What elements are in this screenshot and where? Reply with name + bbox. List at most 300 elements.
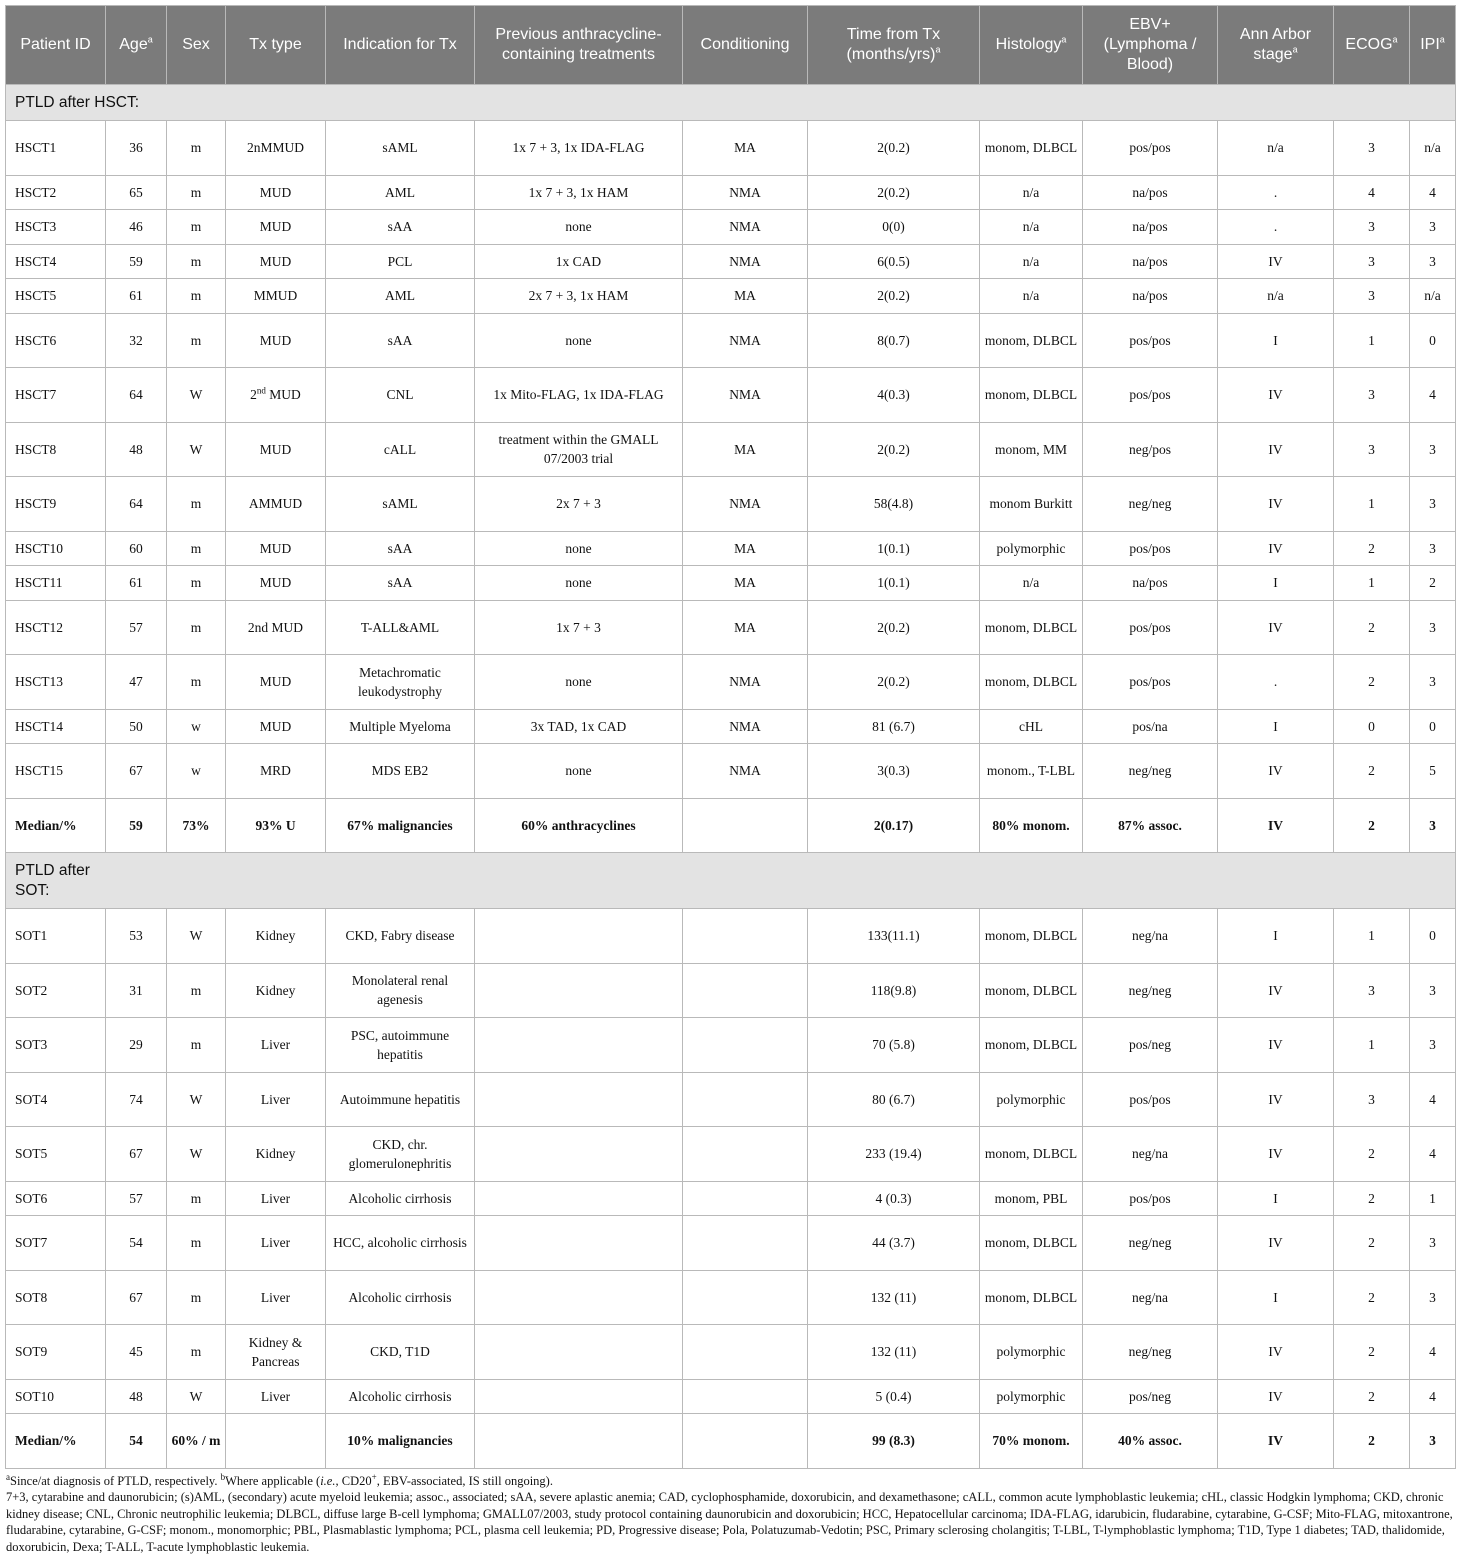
cell-ipi: 3	[1410, 1018, 1456, 1073]
cell-patient-id: Median/%	[6, 1414, 106, 1469]
cell-tx-type: Liver	[226, 1379, 326, 1414]
cell-ann-arbor: IV	[1218, 244, 1334, 279]
cell-time-from-tx: 1(0.1)	[808, 531, 980, 566]
cell-conditioning	[683, 963, 808, 1018]
cell-tx-type: Kidney	[226, 909, 326, 964]
cell-ann-arbor: IV	[1218, 744, 1334, 799]
cell-conditioning	[683, 1379, 808, 1414]
cell-ecog: 3	[1334, 1072, 1410, 1127]
cell-conditioning	[683, 1270, 808, 1325]
cell-sex: m	[167, 566, 226, 601]
cell-conditioning: MA	[683, 121, 808, 176]
col-patient-id: Patient ID	[6, 6, 106, 85]
cell-conditioning: NMA	[683, 655, 808, 710]
cell-ipi: 3	[1410, 422, 1456, 477]
cell-ebv: 87% assoc.	[1083, 798, 1218, 853]
cell-indication: T-ALL&AML	[326, 600, 475, 655]
cell-ann-arbor: IV	[1218, 1325, 1334, 1380]
cell-ann-arbor: IV	[1218, 600, 1334, 655]
cell-ebv: neg/neg	[1083, 744, 1218, 799]
cell-ann-arbor: IV	[1218, 963, 1334, 1018]
cell-previous-treatments: 1x CAD	[475, 244, 683, 279]
cell-ebv: pos/pos	[1083, 1072, 1218, 1127]
cell-age: 32	[106, 313, 167, 368]
section-header-row	[6, 85, 1456, 121]
cell-conditioning	[683, 1216, 808, 1271]
cell-indication: Alcoholic cirrhosis	[326, 1379, 475, 1414]
cell-ann-arbor: IV	[1218, 422, 1334, 477]
cell-tx-type: Kidney	[226, 1127, 326, 1182]
cell-indication: CNL	[326, 368, 475, 423]
cell-patient-id: HSCT13	[6, 655, 106, 710]
cell-conditioning	[683, 909, 808, 964]
cell-time-from-tx: 4(0.3)	[808, 368, 980, 423]
table-container	[5, 5, 1455, 1555]
cell-patient-id: SOT8	[6, 1270, 106, 1325]
cell-sex: W	[167, 1379, 226, 1414]
cell-ann-arbor: IV	[1218, 1414, 1334, 1469]
cell-ann-arbor: IV	[1218, 1379, 1334, 1414]
col-ann-arbor: Ann Arbor stage$^a$	[1218, 6, 1334, 85]
cell-ipi: n/a	[1410, 279, 1456, 314]
cell-patient-id: HSCT7	[6, 368, 106, 423]
cell-ebv: neg/neg	[1083, 1325, 1218, 1380]
cell-previous-treatments	[475, 1270, 683, 1325]
cell-conditioning: MA	[683, 422, 808, 477]
cell-ipi: 0	[1410, 709, 1456, 744]
cell-ecog: 1	[1334, 477, 1410, 532]
cell-ann-arbor: IV	[1218, 477, 1334, 532]
cell-previous-treatments: 2x 7 + 3, 1x HAM	[475, 279, 683, 314]
cell-time-from-tx: 233 (19.4)	[808, 1127, 980, 1182]
cell-sex: m	[167, 531, 226, 566]
cell-time-from-tx: 4 (0.3)	[808, 1181, 980, 1216]
cell-ebv: pos/pos	[1083, 1181, 1218, 1216]
cell-age: 57	[106, 1181, 167, 1216]
cell-ebv: na/pos	[1083, 244, 1218, 279]
cell-indication: 10% malignancies	[326, 1414, 475, 1469]
cell-age: 59	[106, 798, 167, 853]
cell-tx-type: MUD	[226, 175, 326, 210]
cell-sex: W	[167, 422, 226, 477]
cell-tx-type: MRD	[226, 744, 326, 799]
cell-ebv: pos/pos	[1083, 600, 1218, 655]
cell-ipi: 4	[1410, 1325, 1456, 1380]
cell-time-from-tx: 2(0.2)	[808, 279, 980, 314]
cell-time-from-tx: 132 (11)	[808, 1270, 980, 1325]
cell-ecog: 2	[1334, 1216, 1410, 1271]
cell-histology: n/a	[980, 566, 1083, 601]
table-row	[6, 1325, 1456, 1380]
cell-age: 31	[106, 963, 167, 1018]
cell-tx-type: MUD	[226, 210, 326, 245]
cell-sex: m	[167, 1270, 226, 1325]
cell-histology: monom, DLBCL	[980, 963, 1083, 1018]
cell-ecog: 2	[1334, 1325, 1410, 1380]
cell-ipi: 3	[1410, 531, 1456, 566]
cell-ecog: 2	[1334, 1181, 1410, 1216]
table-row	[6, 368, 1456, 423]
table-row	[6, 1018, 1456, 1073]
cell-histology: monom, DLBCL	[980, 600, 1083, 655]
col-tx-type: Tx type	[226, 6, 326, 85]
cell-sex: W	[167, 909, 226, 964]
cell-ann-arbor: n/a	[1218, 279, 1334, 314]
cell-time-from-tx: 99 (8.3)	[808, 1414, 980, 1469]
table-body	[6, 85, 1456, 1469]
cell-ecog: 3	[1334, 963, 1410, 1018]
cell-age: 29	[106, 1018, 167, 1073]
cell-sex: m	[167, 210, 226, 245]
cell-conditioning: NMA	[683, 368, 808, 423]
cell-sex: W	[167, 1072, 226, 1127]
cell-ipi: 4	[1410, 175, 1456, 210]
cell-tx-type: Liver	[226, 1072, 326, 1127]
cell-indication: sAA	[326, 566, 475, 601]
cell-patient-id: HSCT6	[6, 313, 106, 368]
cell-ipi: 3	[1410, 600, 1456, 655]
cell-ebv: na/pos	[1083, 279, 1218, 314]
cell-patient-id: SOT6	[6, 1181, 106, 1216]
cell-conditioning	[683, 1181, 808, 1216]
cell-time-from-tx: 81 (6.7)	[808, 709, 980, 744]
cell-histology: polymorphic	[980, 1379, 1083, 1414]
cell-histology: monom, DLBCL	[980, 1270, 1083, 1325]
cell-time-from-tx: 2(0.2)	[808, 655, 980, 710]
cell-ann-arbor: IV	[1218, 368, 1334, 423]
cell-sex: m	[167, 1181, 226, 1216]
cell-age: 64	[106, 368, 167, 423]
table-footnotes	[5, 1473, 1456, 1556]
cell-ecog: 2	[1334, 1127, 1410, 1182]
cell-age: 36	[106, 121, 167, 176]
cell-patient-id: SOT10	[6, 1379, 106, 1414]
cell-conditioning: NMA	[683, 210, 808, 245]
cell-ipi: 0	[1410, 313, 1456, 368]
cell-histology: monom, DLBCL	[980, 313, 1083, 368]
cell-tx-type: 2nd MUD	[226, 368, 326, 423]
cell-previous-treatments: 60% anthracyclines	[475, 798, 683, 853]
cell-conditioning: NMA	[683, 709, 808, 744]
cell-previous-treatments: 3x TAD, 1x CAD	[475, 709, 683, 744]
cell-tx-type: MUD	[226, 709, 326, 744]
cell-ipi: 3	[1410, 1414, 1456, 1469]
cell-ecog: 3	[1334, 422, 1410, 477]
cell-indication: PCL	[326, 244, 475, 279]
footnote-abbreviations: 7+3, cytarabine and daunorubicin; (s)AML, (secondary) acute myeloid leukemia; assoc., associated; sAA, severe aplastic anemia; CAD, cyclophosphamide, doxorubicin, and dexamethasone; cALL, common acute lymphoblastic leukemia; cHL, classic Hodgkin lymphoma; CKD, chronic kidney disease; CNL, Chronic neutrophilic leukemia; DLBCL, diffuse large B-cell lymphoma; GMALL07/2003, study protocol containing daunorubicin and doxorubicin; HCC, Hepatocellular carcinoma; IDA-FLAG, idarubicin, fludarabine, cytarabine, G-CSF; Mito-FLAG, mitoxantrone, fludarabine, cytarabine, G-CSF; monom., monomorphic; PBL, Plasmablastic lymphoma; PCL, plasma cell leukemia; PD, Progressive disease; Pola, Polatuzumab-Vedotin; PSC, Primary sclerosing cholangitis; T-LBL, T-lymphoblastic lymphoma; T1D, Type 1 diabetes; TAD, thalidomide, doxorubicin, Dexa; T-ALL, T-acute lymphoblastic leukemia.	[6, 1490, 1453, 1554]
cell-time-from-tx: 70 (5.8)	[808, 1018, 980, 1073]
cell-histology: 70% monom.	[980, 1414, 1083, 1469]
cell-indication: Alcoholic cirrhosis	[326, 1181, 475, 1216]
footnote-ab: $^a$Since/at diagnosis of PTLD, respectively. $^b$Where applicable (i.e., CD20+, EBV-associated, IS still ongoing).	[6, 1471, 553, 1488]
cell-ecog: 1	[1334, 566, 1410, 601]
cell-ebv: neg/neg	[1083, 477, 1218, 532]
table-row	[6, 709, 1456, 744]
cell-previous-treatments: 1x 7 + 3, 1x IDA-FLAG	[475, 121, 683, 176]
cell-previous-treatments	[475, 1127, 683, 1182]
cell-ebv: pos/neg	[1083, 1018, 1218, 1073]
cell-ann-arbor: I	[1218, 566, 1334, 601]
cell-histology: monom, DLBCL	[980, 909, 1083, 964]
cell-patient-id: HSCT4	[6, 244, 106, 279]
cell-tx-type: MUD	[226, 422, 326, 477]
cell-indication: PSC, autoimmune hepatitis	[326, 1018, 475, 1073]
cell-conditioning: NMA	[683, 313, 808, 368]
cell-previous-treatments	[475, 1414, 683, 1469]
cell-patient-id: HSCT12	[6, 600, 106, 655]
cell-tx-type: 2nd MUD	[226, 600, 326, 655]
cell-tx-type: MMUD	[226, 279, 326, 314]
cell-ann-arbor: n/a	[1218, 121, 1334, 176]
cell-sex: m	[167, 1325, 226, 1380]
cell-ecog: 3	[1334, 121, 1410, 176]
cell-tx-type: 2nMMUD	[226, 121, 326, 176]
cell-sex: W	[167, 368, 226, 423]
cell-ecog: 2	[1334, 655, 1410, 710]
cell-time-from-tx: 58(4.8)	[808, 477, 980, 532]
cell-previous-treatments: treatment within the GMALL 07/2003 trial	[475, 422, 683, 477]
cell-conditioning	[683, 1072, 808, 1127]
cell-ipi: 4	[1410, 1127, 1456, 1182]
cell-indication: sAA	[326, 313, 475, 368]
cell-indication: CKD, chr. glomerulonephritis	[326, 1127, 475, 1182]
cell-ipi: 3	[1410, 798, 1456, 853]
cell-sex: m	[167, 279, 226, 314]
cell-patient-id: HSCT10	[6, 531, 106, 566]
cell-ipi: 3	[1410, 244, 1456, 279]
cell-ecog: 2	[1334, 744, 1410, 799]
table-row	[6, 566, 1456, 601]
cell-indication: sAA	[326, 531, 475, 566]
cell-histology: monom, DLBCL	[980, 368, 1083, 423]
cell-indication: CKD, Fabry disease	[326, 909, 475, 964]
section-title: PTLD after HSCT:	[6, 85, 1456, 121]
cell-ann-arbor: .	[1218, 210, 1334, 245]
cell-ebv: 40% assoc.	[1083, 1414, 1218, 1469]
cell-ipi: 3	[1410, 655, 1456, 710]
cell-ann-arbor: I	[1218, 313, 1334, 368]
cell-ann-arbor: I	[1218, 1181, 1334, 1216]
cell-ebv: pos/pos	[1083, 121, 1218, 176]
cell-sex: m	[167, 1018, 226, 1073]
cell-ebv: na/pos	[1083, 210, 1218, 245]
cell-previous-treatments: none	[475, 744, 683, 799]
cell-age: 61	[106, 279, 167, 314]
cell-ipi: 3	[1410, 210, 1456, 245]
cell-ipi: 2	[1410, 566, 1456, 601]
cell-ipi: 3	[1410, 1270, 1456, 1325]
cell-histology: polymorphic	[980, 1072, 1083, 1127]
cell-time-from-tx: 44 (3.7)	[808, 1216, 980, 1271]
cell-previous-treatments: 1x Mito-FLAG, 1x IDA-FLAG	[475, 368, 683, 423]
cell-conditioning	[683, 1414, 808, 1469]
cell-patient-id: SOT3	[6, 1018, 106, 1073]
cell-ann-arbor: IV	[1218, 1216, 1334, 1271]
col-ipi: IPI$^a$	[1410, 6, 1456, 85]
cell-ecog: 3	[1334, 244, 1410, 279]
cell-ebv: pos/pos	[1083, 368, 1218, 423]
cell-histology: polymorphic	[980, 531, 1083, 566]
cell-ebv: pos/pos	[1083, 655, 1218, 710]
cell-time-from-tx: 2(0.2)	[808, 121, 980, 176]
cell-ebv: pos/pos	[1083, 313, 1218, 368]
cell-previous-treatments	[475, 1379, 683, 1414]
cell-ecog: 1	[1334, 313, 1410, 368]
table-row	[6, 600, 1456, 655]
cell-ebv: na/pos	[1083, 566, 1218, 601]
cell-previous-treatments: none	[475, 531, 683, 566]
cell-time-from-tx: 0(0)	[808, 210, 980, 245]
table-row	[6, 1379, 1456, 1414]
cell-indication: sAA	[326, 210, 475, 245]
cell-ann-arbor: .	[1218, 175, 1334, 210]
cell-indication: CKD, T1D	[326, 1325, 475, 1380]
cell-patient-id: SOT9	[6, 1325, 106, 1380]
cell-time-from-tx: 2(0.2)	[808, 422, 980, 477]
cell-ann-arbor: IV	[1218, 531, 1334, 566]
cell-ann-arbor: .	[1218, 655, 1334, 710]
table-row	[6, 1127, 1456, 1182]
cell-age: 45	[106, 1325, 167, 1380]
table-row	[6, 210, 1456, 245]
col-previous-anthracycline: Previous anthracycline-containing treatments	[475, 6, 683, 85]
cell-ecog: 4	[1334, 175, 1410, 210]
cell-histology: monom Burkitt	[980, 477, 1083, 532]
cell-ann-arbor: IV	[1218, 1072, 1334, 1127]
cell-tx-type: MUD	[226, 531, 326, 566]
cell-ebv: neg/na	[1083, 1127, 1218, 1182]
cell-tx-type: Liver	[226, 1270, 326, 1325]
cell-time-from-tx: 118(9.8)	[808, 963, 980, 1018]
cell-age: 54	[106, 1414, 167, 1469]
cell-sex: m	[167, 313, 226, 368]
cell-patient-id: HSCT2	[6, 175, 106, 210]
cell-indication: Autoimmune hepatitis	[326, 1072, 475, 1127]
cell-patient-id: Median/%	[6, 798, 106, 853]
cell-ecog: 3	[1334, 210, 1410, 245]
cell-ipi: 3	[1410, 477, 1456, 532]
cell-age: 59	[106, 244, 167, 279]
table-row	[6, 244, 1456, 279]
cell-previous-treatments: none	[475, 655, 683, 710]
cell-previous-treatments	[475, 1216, 683, 1271]
cell-conditioning: MA	[683, 566, 808, 601]
cell-conditioning: NMA	[683, 244, 808, 279]
cell-ecog: 2	[1334, 1414, 1410, 1469]
cell-tx-type: Liver	[226, 1216, 326, 1271]
cell-patient-id: SOT4	[6, 1072, 106, 1127]
cell-ipi: 5	[1410, 744, 1456, 799]
cell-ebv: neg/na	[1083, 1270, 1218, 1325]
cell-tx-type	[226, 1414, 326, 1469]
cell-tx-type: MUD	[226, 655, 326, 710]
cell-indication: MDS EB2	[326, 744, 475, 799]
cell-age: 60	[106, 531, 167, 566]
cell-patient-id: HSCT8	[6, 422, 106, 477]
cell-ecog: 3	[1334, 368, 1410, 423]
cell-previous-treatments: 1x 7 + 3	[475, 600, 683, 655]
cell-age: 50	[106, 709, 167, 744]
cell-histology: n/a	[980, 244, 1083, 279]
cell-ebv: neg/na	[1083, 909, 1218, 964]
table-row	[6, 1181, 1456, 1216]
cell-ecog: 3	[1334, 279, 1410, 314]
cell-patient-id: HSCT14	[6, 709, 106, 744]
col-conditioning: Conditioning	[683, 6, 808, 85]
cell-histology: monom., T-LBL	[980, 744, 1083, 799]
cell-ann-arbor: IV	[1218, 1127, 1334, 1182]
table-row	[6, 477, 1456, 532]
cell-histology: monom, PBL	[980, 1181, 1083, 1216]
col-ecog: ECOG$^a$	[1334, 6, 1410, 85]
col-ebv: EBV+ (Lymphoma / Blood)	[1083, 6, 1218, 85]
table-row	[6, 1270, 1456, 1325]
cell-ebv: pos/neg	[1083, 1379, 1218, 1414]
cell-previous-treatments	[475, 1072, 683, 1127]
cell-ann-arbor: IV	[1218, 798, 1334, 853]
cell-tx-type: AMMUD	[226, 477, 326, 532]
cell-tx-type: Kidney	[226, 963, 326, 1018]
cell-time-from-tx: 2(0.17)	[808, 798, 980, 853]
cell-conditioning	[683, 1127, 808, 1182]
cell-time-from-tx: 133(11.1)	[808, 909, 980, 964]
cell-sex: w	[167, 709, 226, 744]
cell-conditioning: NMA	[683, 477, 808, 532]
cell-tx-type: Kidney & Pancreas	[226, 1325, 326, 1380]
cell-histology: monom, DLBCL	[980, 1018, 1083, 1073]
cell-ebv: neg/pos	[1083, 422, 1218, 477]
cell-patient-id: HSCT5	[6, 279, 106, 314]
cell-ecog: 2	[1334, 1379, 1410, 1414]
table-row	[6, 655, 1456, 710]
cell-previous-treatments: 2x 7 + 3	[475, 477, 683, 532]
cell-age: 48	[106, 422, 167, 477]
cell-ecog: 0	[1334, 709, 1410, 744]
cell-patient-id: HSCT1	[6, 121, 106, 176]
cell-ebv: na/pos	[1083, 175, 1218, 210]
cell-histology: monom, MM	[980, 422, 1083, 477]
cell-conditioning	[683, 1018, 808, 1073]
cell-indication: AML	[326, 175, 475, 210]
cell-histology: monom, DLBCL	[980, 1127, 1083, 1182]
cell-time-from-tx: 6(0.5)	[808, 244, 980, 279]
cell-ebv: pos/pos	[1083, 531, 1218, 566]
cell-sex: m	[167, 121, 226, 176]
cell-histology: monom, DLBCL	[980, 655, 1083, 710]
cell-ecog: 2	[1334, 798, 1410, 853]
cell-sex: m	[167, 963, 226, 1018]
table-row	[6, 279, 1456, 314]
cell-previous-treatments	[475, 1018, 683, 1073]
table-row	[6, 313, 1456, 368]
patient-characteristics-table	[5, 5, 1456, 1469]
col-age: Age$^a$	[106, 6, 167, 85]
cell-patient-id: HSCT3	[6, 210, 106, 245]
cell-sex: w	[167, 744, 226, 799]
cell-previous-treatments	[475, 909, 683, 964]
cell-sex: 73%	[167, 798, 226, 853]
cell-patient-id: HSCT11	[6, 566, 106, 601]
cell-ebv: pos/na	[1083, 709, 1218, 744]
cell-time-from-tx: 132 (11)	[808, 1325, 980, 1380]
median-row	[6, 798, 1456, 853]
cell-time-from-tx: 3(0.3)	[808, 744, 980, 799]
cell-age: 61	[106, 566, 167, 601]
cell-tx-type: Liver	[226, 1018, 326, 1073]
col-sex: Sex	[167, 6, 226, 85]
cell-previous-treatments	[475, 1181, 683, 1216]
cell-histology: n/a	[980, 279, 1083, 314]
